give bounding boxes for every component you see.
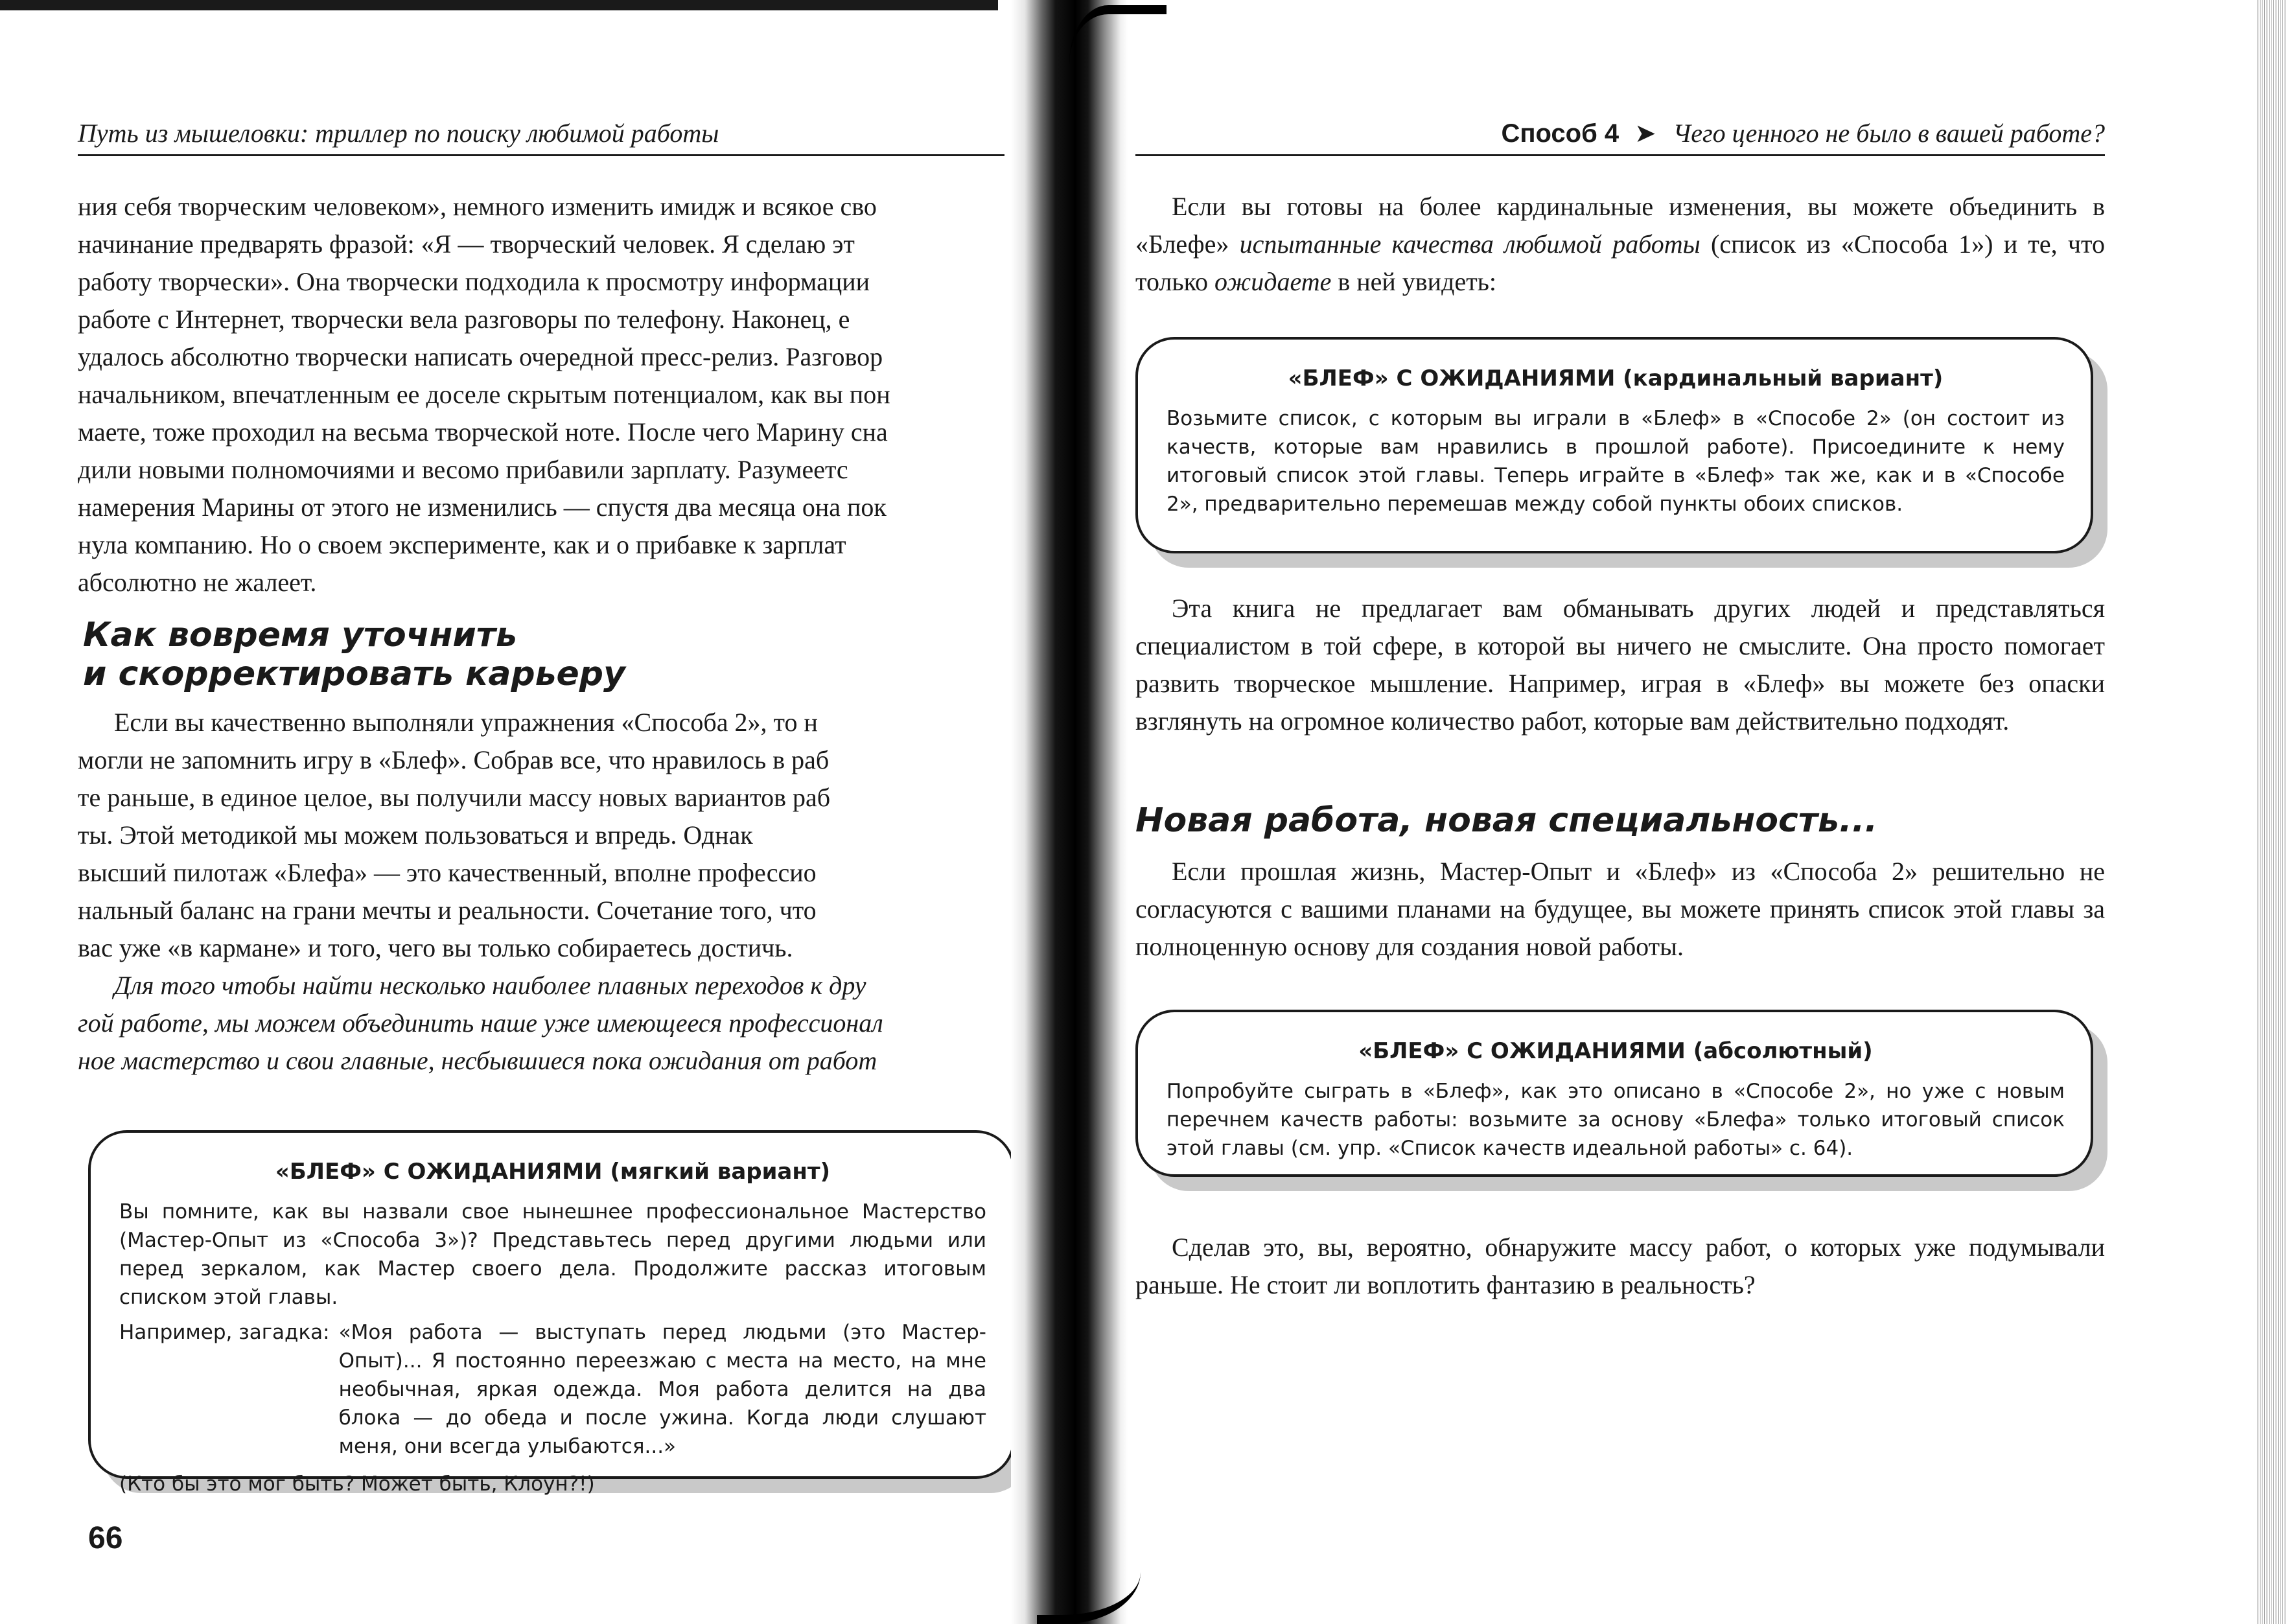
- page-number: 66: [88, 1521, 123, 1555]
- emphasis: испытанные качества любимой работы: [1239, 229, 1701, 259]
- exercise-box-cardinal: [1135, 337, 2093, 553]
- text-line: начальником, впечатленным ее доселе скрытым потенциалом, как вы пон: [78, 380, 890, 409]
- example-text: «Моя работа — выступать перед людьми (это Мастер-Опыт)... Я постоянно переезжаю с места на место, на мне необычная, яркая одежда. Моя работа делится на два блока — до обеда и после ужина. Когда люди слушают меня, они всегда улыбаются...»: [338, 1321, 986, 1458]
- text-line: абсолютно не жалеет.: [78, 568, 317, 597]
- text-line: высший пилотаж «Блефа» — это качественный, вполне профессио: [78, 858, 817, 887]
- example-label: Например, загадка:: [119, 1321, 330, 1344]
- text-line: ния себя творческим человеком», немного изменить имидж и всякое сво: [78, 192, 877, 221]
- exercise-text: Попробуйте сыграть в «Блеф», как это описано в «Способе 2», но уже с новым перечнем качеств работы: возьмите за основу «Блефа» только итоговый список этой главы (см. упр. «Список качеств идеальной работы» с. 64).: [1167, 1080, 2065, 1160]
- text-run: в ней увидеть:: [1331, 267, 1497, 296]
- text-line: ное мастерство и свои главные, несбывшиеся пока ожидания от работ: [78, 1046, 877, 1075]
- text-line: те раньше, в единое целое, вы получили массу новых вариантов раб: [78, 783, 831, 812]
- left-running-header: Путь из мышеловки: триллер по поиску любимой работы: [78, 115, 1004, 156]
- right-closing-paragraph: [1135, 1229, 2105, 1304]
- right-running-header: [1135, 115, 2105, 156]
- heading-line: и скорректировать карьеру: [83, 655, 625, 693]
- exercise-title: «БЛЕФ» С ОЖИДАНИЯМИ (кардинальный вариант): [1288, 365, 1944, 391]
- text-line: удалось абсолютно творчески написать очередной пресс-релиз. Разговор: [78, 342, 883, 371]
- paragraph-text: Если прошлая жизнь, Мастер-Опыт и «Блеф» из «Способа 2» решительно не согласуются с вашими планами на будущее, вы можете принять список этой главы за полноценную основу для создания новой работы.: [1135, 857, 2105, 961]
- text-line: Для того чтобы найти несколько наиболее плавных переходов к дру: [114, 971, 866, 1000]
- exercise-title: «БЛЕФ» С ОЖИДАНИЯМИ (абсолютный): [1358, 1038, 1873, 1064]
- text-line: вас уже «в кармане» и того, чего вы только собираетесь достичь.: [78, 933, 793, 962]
- text-line: работу творчески». Она творчески подходила к просмотру информации: [78, 267, 870, 296]
- exercise-title: «БЛЕФ» С ОЖИДАНИЯМИ (мягкий вариант): [275, 1159, 831, 1185]
- text-line: маете, тоже проходил на весьма творческой ноте. После чего Марину сна: [78, 417, 888, 447]
- paragraph-text: Сделав это, вы, вероятно, обнаружите массу работ, о которых уже подумывали раньше. Не стоит ли воплотить фантазию в реальность?: [1135, 1233, 2105, 1299]
- right-section-heading: Новая работа, новая специальность...: [1135, 801, 1878, 840]
- text-line: нальный баланс на грани мечты и реальности. Сочетание того, что: [78, 896, 817, 925]
- text-line: дили новыми полномочиями и весомо прибавили зарплату. Разумеетс: [78, 455, 848, 484]
- exercise-box-absolute: [1135, 1010, 2093, 1177]
- text-line: Если вы качественно выполняли упражнения «Способа 2», то н: [114, 708, 818, 737]
- right-section-body: [1135, 853, 2105, 966]
- exercise-box-soft: [88, 1130, 1015, 1496]
- text-run: (список из «Способа 1») и те, что только: [1135, 229, 2105, 296]
- heading-line: Как вовремя уточнить: [83, 616, 517, 655]
- text-line: начинание предварять фразой: «Я — творческий человек. Я сделаю эт: [78, 229, 855, 259]
- left-section-heading: [83, 616, 625, 693]
- right-intro-paragraph: [1135, 188, 2105, 301]
- header-chapter-title: Чего ценного не было в вашей работе?: [1673, 119, 2105, 148]
- text-run: Если вы готовы на более кардинальные изменения, вы можете объединить в «Блефе»: [1135, 192, 2105, 259]
- text-line: работе с Интернет, творчески вела разговоры по телефону. Наконец, е: [78, 305, 850, 334]
- text-line: намерения Марины от этого не изменились — спустя два месяца она пок: [78, 493, 887, 522]
- exercise-example: [119, 1318, 986, 1461]
- text-line: ты. Этой методикой мы можем пользоваться и впредь. Однак: [78, 820, 753, 850]
- paragraph-text: Эта книга не предлагает вам обманывать других людей и представляться специалистом в той сфере, в которой вы ничего не смыслите. Она просто помогает развить творческое мышление. Например, играя в «Блеф» вы можете без опаски взглянуть на огромное количество работ, которые вам действительно подходят.: [1135, 594, 2105, 736]
- text-line: нула компанию. Но о своем эксперименте, как и о прибавке к зарплат: [78, 530, 846, 559]
- left-intro-paragraph: [78, 188, 1050, 601]
- text-line: гой работе, мы можем объединить наше уже имеющееся профессионал: [78, 1008, 883, 1038]
- left-section-body: [78, 704, 1050, 1080]
- exercise-text: Возьмите список, с которым вы играли в «Блеф» в «Способе 2» (он состоит из качеств, которые вам нравились в прошлой работе). Присоедините к нему итоговый список этой главы. Теперь играйте в «Блеф» так же, как и в «Способе 2», предварительно перемешав между собой пункты обоих списков.: [1167, 407, 2065, 516]
- emphasis: ожидаете: [1214, 267, 1332, 296]
- exercise-text: Вы помните, как вы назвали свое нынешнее профессиональное Мастерство (Мастер-Опыт из «Способа 3»)? Представьтесь перед другими людьми или перед зеркалом, как Мастер своего дела. Продолжите рассказ итоговым списком этой главы.: [119, 1200, 986, 1309]
- arrow-icon: ➤: [1634, 119, 1656, 148]
- exercise-note: (Кто бы это мог быть? Может быть, Клоун?!): [119, 1472, 595, 1496]
- text-line: могли не запомнить игру в «Блеф». Собрав все, что нравилось в раб: [78, 745, 830, 774]
- right-paragraph: [1135, 590, 2105, 740]
- header-method: Способ 4: [1501, 119, 1619, 148]
